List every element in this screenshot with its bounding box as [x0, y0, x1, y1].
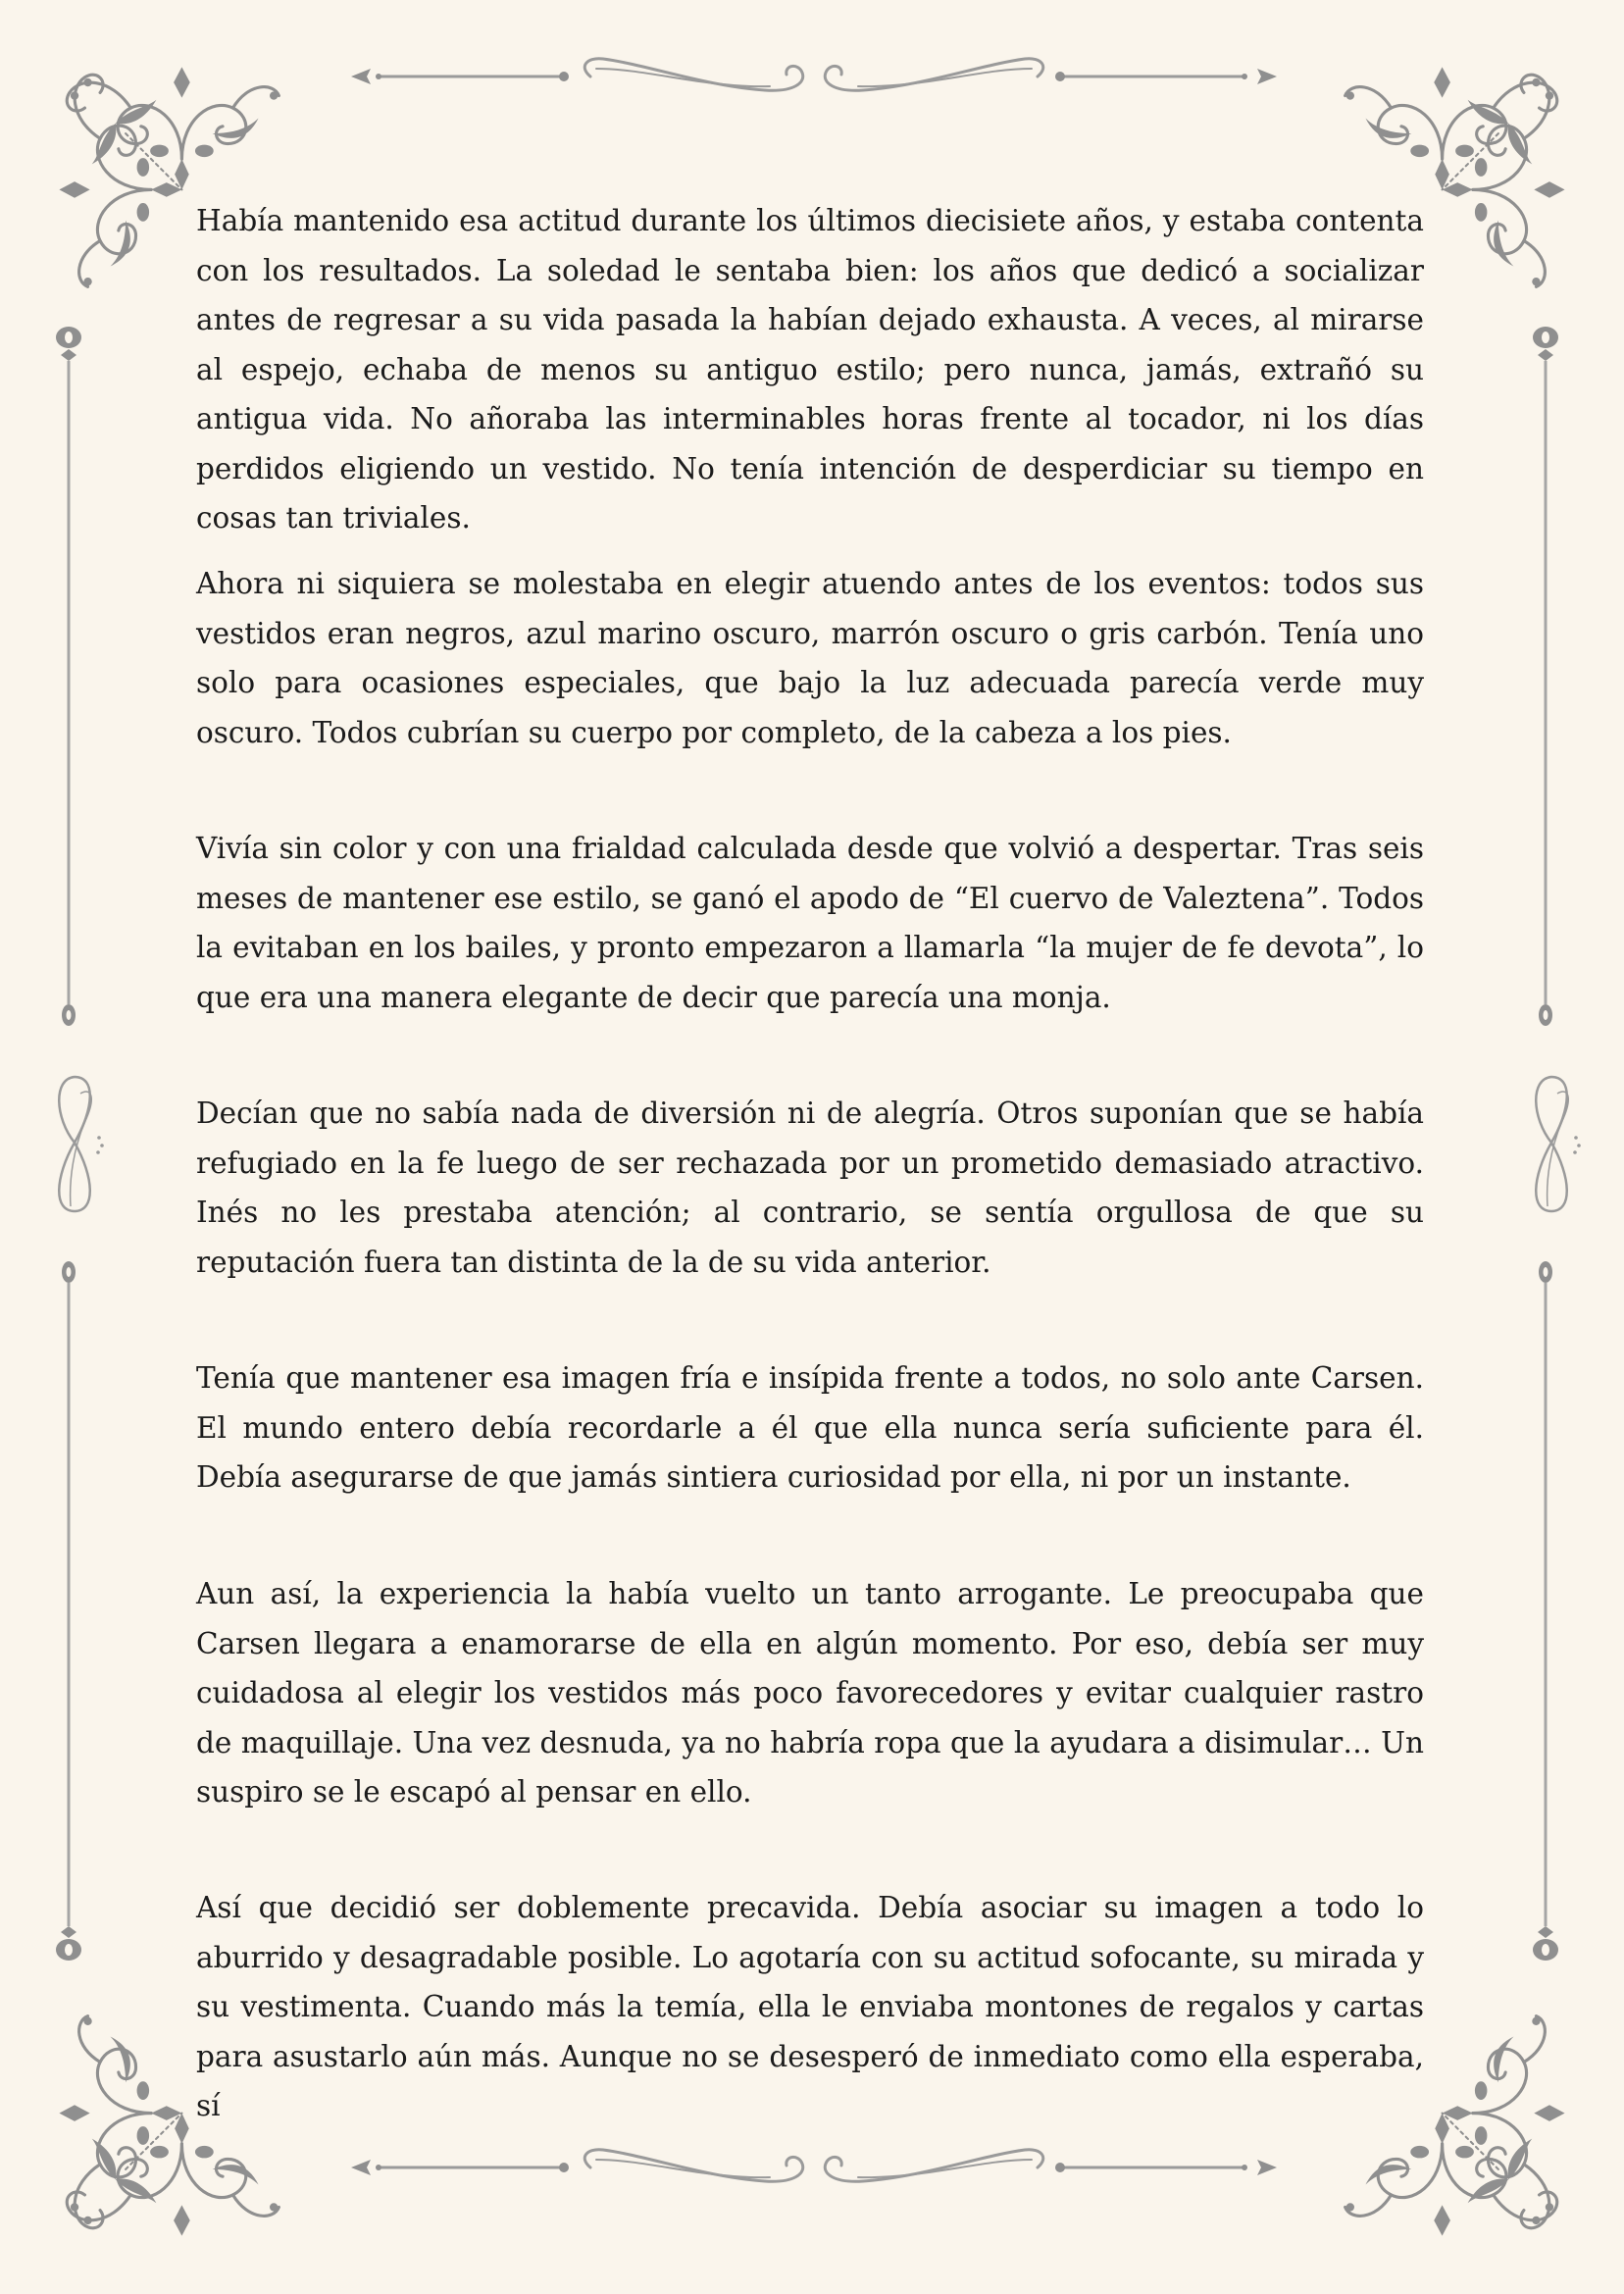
scroll-divider-top [333, 47, 1294, 106]
infinity-knot-left [45, 1069, 104, 1221]
paragraph-3: Vivía sin color y con una frialdad calculada desde que volvió a despertar. Tras seis meses de mantener ese estilo, se ganó el apodo de “El cuervo de Valeztena”. Todos la evitaban en los bailes, y pronto empezaron a llamarla “la mujer de fe devota”, lo que era una manera elegante de decir que parecía una monja. [196, 832, 1424, 1014]
paragraph-6: Aun así, la experiencia la había vuelto un tanto arrogante. Le preocupaba que Carsen llegara a enamorarse de ella en algún momento. Por eso, debía ser muy cuidadosa al elegir los vestidos más poco favorecedores y evitar cualquier rastro de maquillaje. Una vez desnuda, ya no habría ropa que la ayudara a disimular… Un suspiro se le escapó al pensar en ello. [196, 1577, 1424, 1809]
rod-left-lower [49, 1257, 88, 1963]
rod-right-lower [1526, 1257, 1565, 1963]
rod-left-upper [49, 324, 88, 1030]
paragraph-4: Decían que no sabía nada de diversión ni de alegría. Otros suponían que se había refugiado en la fe luego de ser rechazada por un prometido demasiado atractivo. Inés no les prestaba atención; al contrario, se sentía orgullosa de que su reputación fuera tan distinta de la de su vida anterior. [196, 1096, 1424, 1279]
paragraph-7: Así que decidió ser doblemente precavida. Debía asociar su imagen a todo lo aburrido y desagradable posible. Lo agotaría con su actitud sofocante, su mirada y su vestimenta. Cuando más la temía, ella le enviaba montones de regalos y cartas para asustarlo aún más. Aunque no se desesperó de inmediato como ella esperaba, sí [196, 1891, 1424, 2122]
scroll-divider-bottom [333, 2138, 1294, 2197]
paragraph-5: Tenía que mantener esa imagen fría e insípida frente a todos, no solo ante Carsen. El mundo entero debía recordarle a él que ella nunca sería suficiente para él. Debía asegurarse de que jamás sintiera curiosidad por ella, ni por un instante. [196, 1361, 1424, 1494]
infinity-knot-right [1522, 1069, 1581, 1221]
paragraph-2: Ahora ni siquiera se molestaba en elegir atuendo antes de los eventos: todos sus vestidos eran negros, azul marino oscuro, marrón oscuro o gris carbón. Tenía uno solo para ocasiones especiales, que bajo la luz adecuada parecía verde muy oscuro. Todos cubrían su cuerpo por completo, de la cabeza a los pies. [196, 567, 1424, 749]
paragraph-1: Había mantenido esa actitud durante los últimos diecisiete años, y estaba contenta con los resultados. La soledad le sentaba bien: los años que dedicó a socializar antes de regresar a su vida pasada la habían dejado exhausta. A veces, al mirarse al espejo, echaba de menos su antiguo estilo; pero nunca, jamás, extrañó su antigua vida. No añoraba las interminables horas frente al tocador, ni los días perdidos eligiendo un vestido. No tenía intención de desperdiciar su tiempo en cosas tan triviales. [196, 204, 1424, 535]
rod-right-upper [1526, 324, 1565, 1030]
